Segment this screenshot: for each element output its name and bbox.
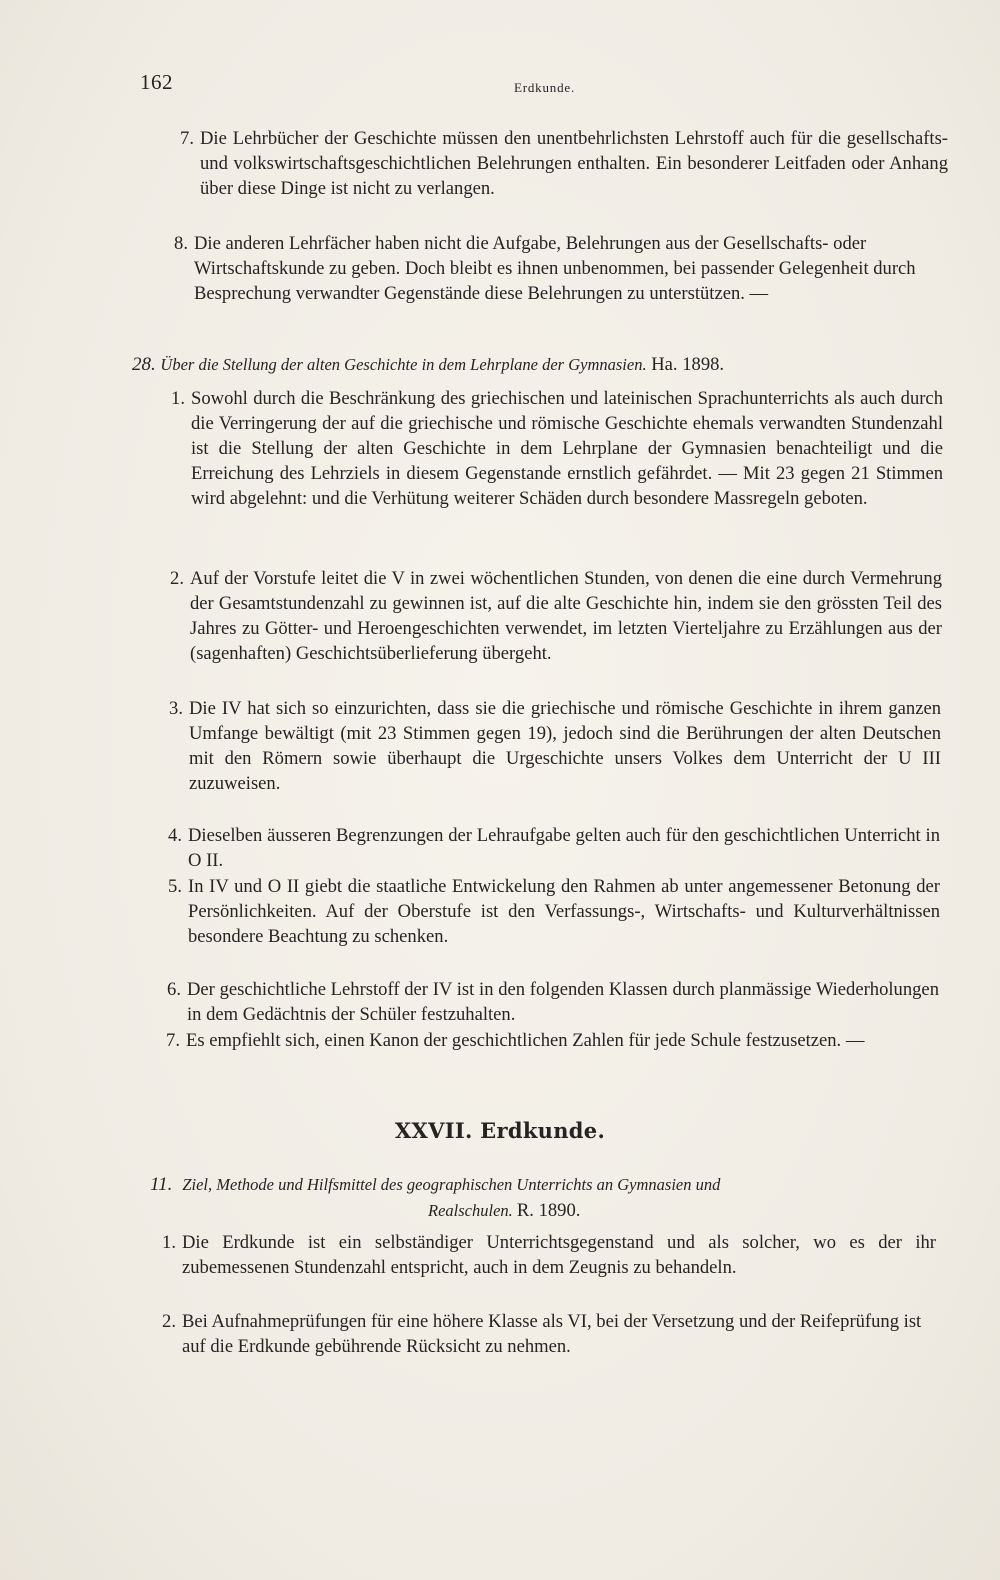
item-number: 4. — [168, 825, 182, 846]
running-head — [140, 70, 930, 100]
item-text: Auf der Vorstufe leitet die V in zwei wöchentlichen Stunden, von denen die eine durch Vermehrung der Gesamtstundenzahl zu gewinnen ist, auf die alte Geschichte hin, indem sie den grössten Teil des Jahres zu Götter- und Heroengeschichten verwendet, im letzten Vierteljahre zu Erzählungen aus der (sagenhaften) Geschichtsüberlieferung übergeht. — [190, 568, 942, 664]
section-heading — [132, 352, 724, 377]
item-text: Die anderen Lehrfächer haben nicht die Aufgabe, Belehrungen aus der Gesellschafts- oder Wirtschaftskunde zu geben. Doch bleibt es ihnen unbenommen, bei passender Gelegenheit durch Besprechung verwandter Gegenstände diese Belehrungen zu unterstützen. — — [194, 233, 916, 304]
item-number: 7. — [166, 1030, 180, 1051]
list-item — [170, 566, 942, 666]
list-item — [180, 126, 948, 201]
item-number: 2. — [170, 568, 184, 589]
list-item — [174, 231, 948, 306]
list-item — [167, 977, 939, 1027]
list-item — [162, 1309, 936, 1359]
list-item — [162, 1230, 936, 1280]
item-text: Die Lehrbücher der Geschichte müssen den unentbehrlichsten Lehrstoff auch für die gesellschafts- und volkswirtschaftsgeschichtlichen Belehrungen enthalten. Ein besonderer Leitfaden oder Anhang über diese Dinge ist nicht zu verlangen. — [200, 128, 948, 199]
list-item — [168, 874, 940, 949]
section-number: 11. — [150, 1174, 173, 1195]
section-reference: Ha. 1898. — [651, 354, 725, 375]
item-text: Es empfiehlt sich, einen Kanon der geschichtlichen Zahlen für jede Schule festzusetzen. — — [186, 1030, 865, 1051]
section-title-line-1: Ziel, Methode und Hilfsmittel des geographischen Unterrichts an Gymnasien und — [182, 1175, 721, 1194]
running-head-title: Erdkunde. — [514, 80, 575, 95]
item-text: Die IV hat sich so einzurichten, dass sie die griechische und römische Geschichte in ihrem ganzen Umfange bewältigt (mit 23 Stimmen gegen 19), jedoch sind die Berührungen der alten Deutschen mit den Römern sowie überhaupt die Urgeschichte unsers Volkes dem Unterricht der U III zuzuweisen. — [189, 698, 941, 794]
item-number: 1. — [171, 388, 185, 409]
list-item — [169, 696, 941, 796]
chapter-heading: XXVII. Erdkunde. — [394, 1118, 606, 1143]
item-number: 3. — [169, 698, 183, 719]
item-number: 2. — [162, 1311, 176, 1332]
item-number: 6. — [167, 979, 181, 1000]
item-text: Der geschichtliche Lehrstoff der IV ist in den folgenden Klassen durch planmässige Wiederholungen in dem Gedächtnis der Schüler festzuhalten. — [187, 979, 939, 1025]
list-item — [166, 1028, 938, 1053]
section-number: 28. — [132, 354, 156, 375]
item-text: Sowohl durch die Beschränkung des griechischen und lateinischen Sprachunterrichts als auch durch die Verringerung der auf die griechische und römische Geschichte ehemals verwandten Stundenzahl ist die Stellung der alten Geschichte in dem Lehrplane der Gymnasien benachteiligt und die Erreichung des Lehrziels in diesem Gegenstande ernstlich gefährdet. — Mit 23 gegen 21 Stimmen wird abgelehnt: und die Verhütung weiterer Schäden durch besondere Massregeln geboten. — [191, 388, 943, 509]
section-title: Über die Stellung der alten Geschichte in dem Lehrplane der Gymnasien. — [160, 355, 647, 374]
item-text: Die Erdkunde ist ein selbständiger Unterrichtsgegenstand und als solcher, wo es der ihr zubemessenen Stundenzahl entspricht, auch in dem Zeugnis zu behandeln. — [182, 1232, 936, 1278]
item-text: Bei Aufnahmeprüfungen für eine höhere Klasse als VI, bei der Versetzung und der Reifeprüfung ist auf die Erdkunde gebührende Rücksicht zu nehmen. — [182, 1311, 922, 1357]
item-number: 5. — [168, 876, 182, 897]
section-title-line-2: Realschulen. — [428, 1201, 513, 1220]
item-text: Dieselben äusseren Begrenzungen der Lehraufgabe gelten auch für den geschichtlichen Unterricht in O II. — [188, 825, 940, 871]
section-reference: R. 1890. — [516, 1200, 581, 1221]
list-item — [168, 823, 940, 873]
item-text: In IV und O II giebt die staatliche Entwickelung den Rahmen ab unter angemessener Betonung der Persönlichkeiten. Auf der Oberstufe ist den Verfassungs-, Wirtschafts- und Kulturverhältnissen besondere Beachtung zu schenken. — [188, 876, 940, 947]
item-number: 1. — [162, 1232, 176, 1253]
list-item — [171, 386, 943, 511]
item-number: 7. — [180, 128, 194, 149]
item-number: 8. — [174, 233, 188, 254]
page-number: 162 — [140, 70, 173, 94]
section-heading — [150, 1172, 940, 1224]
